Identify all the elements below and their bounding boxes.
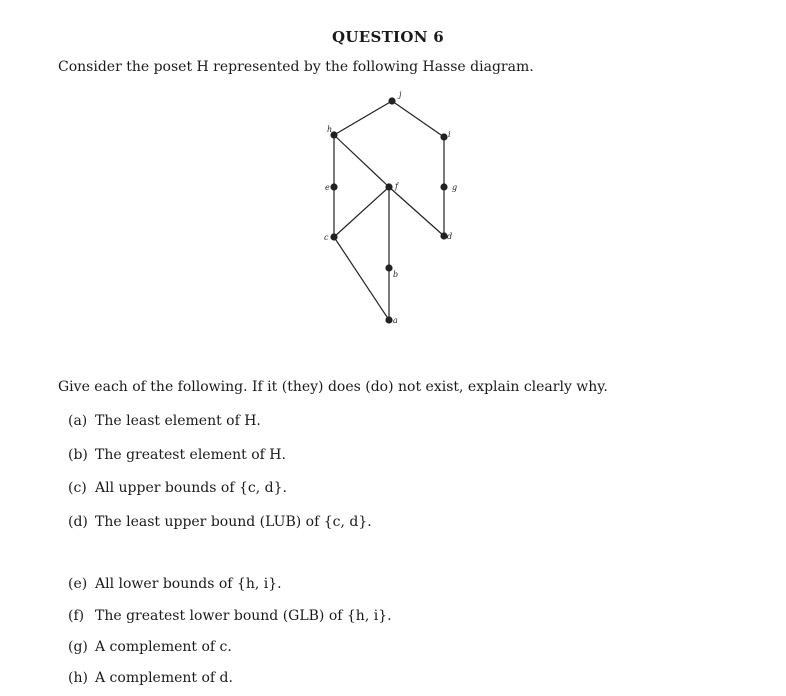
part-b-text: The greatest element of H. <box>95 447 286 463</box>
instruction-text: Give each of the following. If it (they) does (do) not exist, explain clearly why. <box>58 379 608 395</box>
edge-f-d <box>389 187 444 236</box>
node-label-g: g <box>452 183 458 192</box>
part-b <box>68 447 286 463</box>
node-label-a: a <box>393 316 398 325</box>
edge-c-f <box>334 187 389 237</box>
node-label-b: b <box>393 270 399 279</box>
node-label-e: e <box>325 183 330 192</box>
part-a-text: The least element of H. <box>95 413 261 429</box>
part-g-label: (g) <box>68 639 88 655</box>
part-d-text: The least upper bound (LUB) of {c, d}. <box>95 514 372 530</box>
part-c-text: All upper bounds of {c, d}. <box>95 480 287 496</box>
node-c <box>330 233 337 240</box>
node-label-h: h <box>327 125 333 134</box>
part-b-label: (b) <box>68 447 88 463</box>
part-h <box>68 670 233 686</box>
node-i <box>440 133 447 140</box>
part-f-text: The greatest lower bound (GLB) of {h, i}. <box>95 608 392 624</box>
intro-text: Consider the poset H represented by the following Hasse diagram. <box>58 59 534 75</box>
question-title: QUESTION 6 <box>331 28 445 46</box>
node-label-d: d <box>447 232 453 241</box>
edge-j-h <box>334 101 392 135</box>
part-g <box>68 639 232 655</box>
part-f <box>68 608 392 624</box>
node-label-i: i <box>448 130 451 139</box>
node-g <box>440 183 447 190</box>
part-f-label: (f) <box>68 608 85 624</box>
part-d <box>68 514 372 530</box>
part-c <box>68 480 287 496</box>
edge-h-f <box>334 135 389 187</box>
node-label-f: f <box>395 182 398 191</box>
node-e <box>330 183 337 190</box>
part-e-label: (e) <box>68 576 88 592</box>
part-h-label: (h) <box>68 670 88 686</box>
node-b <box>385 264 392 271</box>
part-e <box>68 576 282 592</box>
part-a-label: (a) <box>68 413 88 429</box>
part-a <box>68 413 261 429</box>
node-label-j: j <box>399 90 402 99</box>
part-e-text: All lower bounds of {h, i}. <box>95 576 282 592</box>
edge-j-i <box>392 101 444 137</box>
node-label-c: c <box>324 233 329 242</box>
part-c-label: (c) <box>68 480 87 496</box>
part-g-text: A complement of c. <box>95 639 232 655</box>
part-h-text: A complement of d. <box>95 670 233 686</box>
node-a <box>385 316 392 323</box>
node-j <box>388 97 395 104</box>
part-d-label: (d) <box>68 514 88 530</box>
node-f <box>385 183 392 190</box>
edge-c-a <box>334 237 389 320</box>
